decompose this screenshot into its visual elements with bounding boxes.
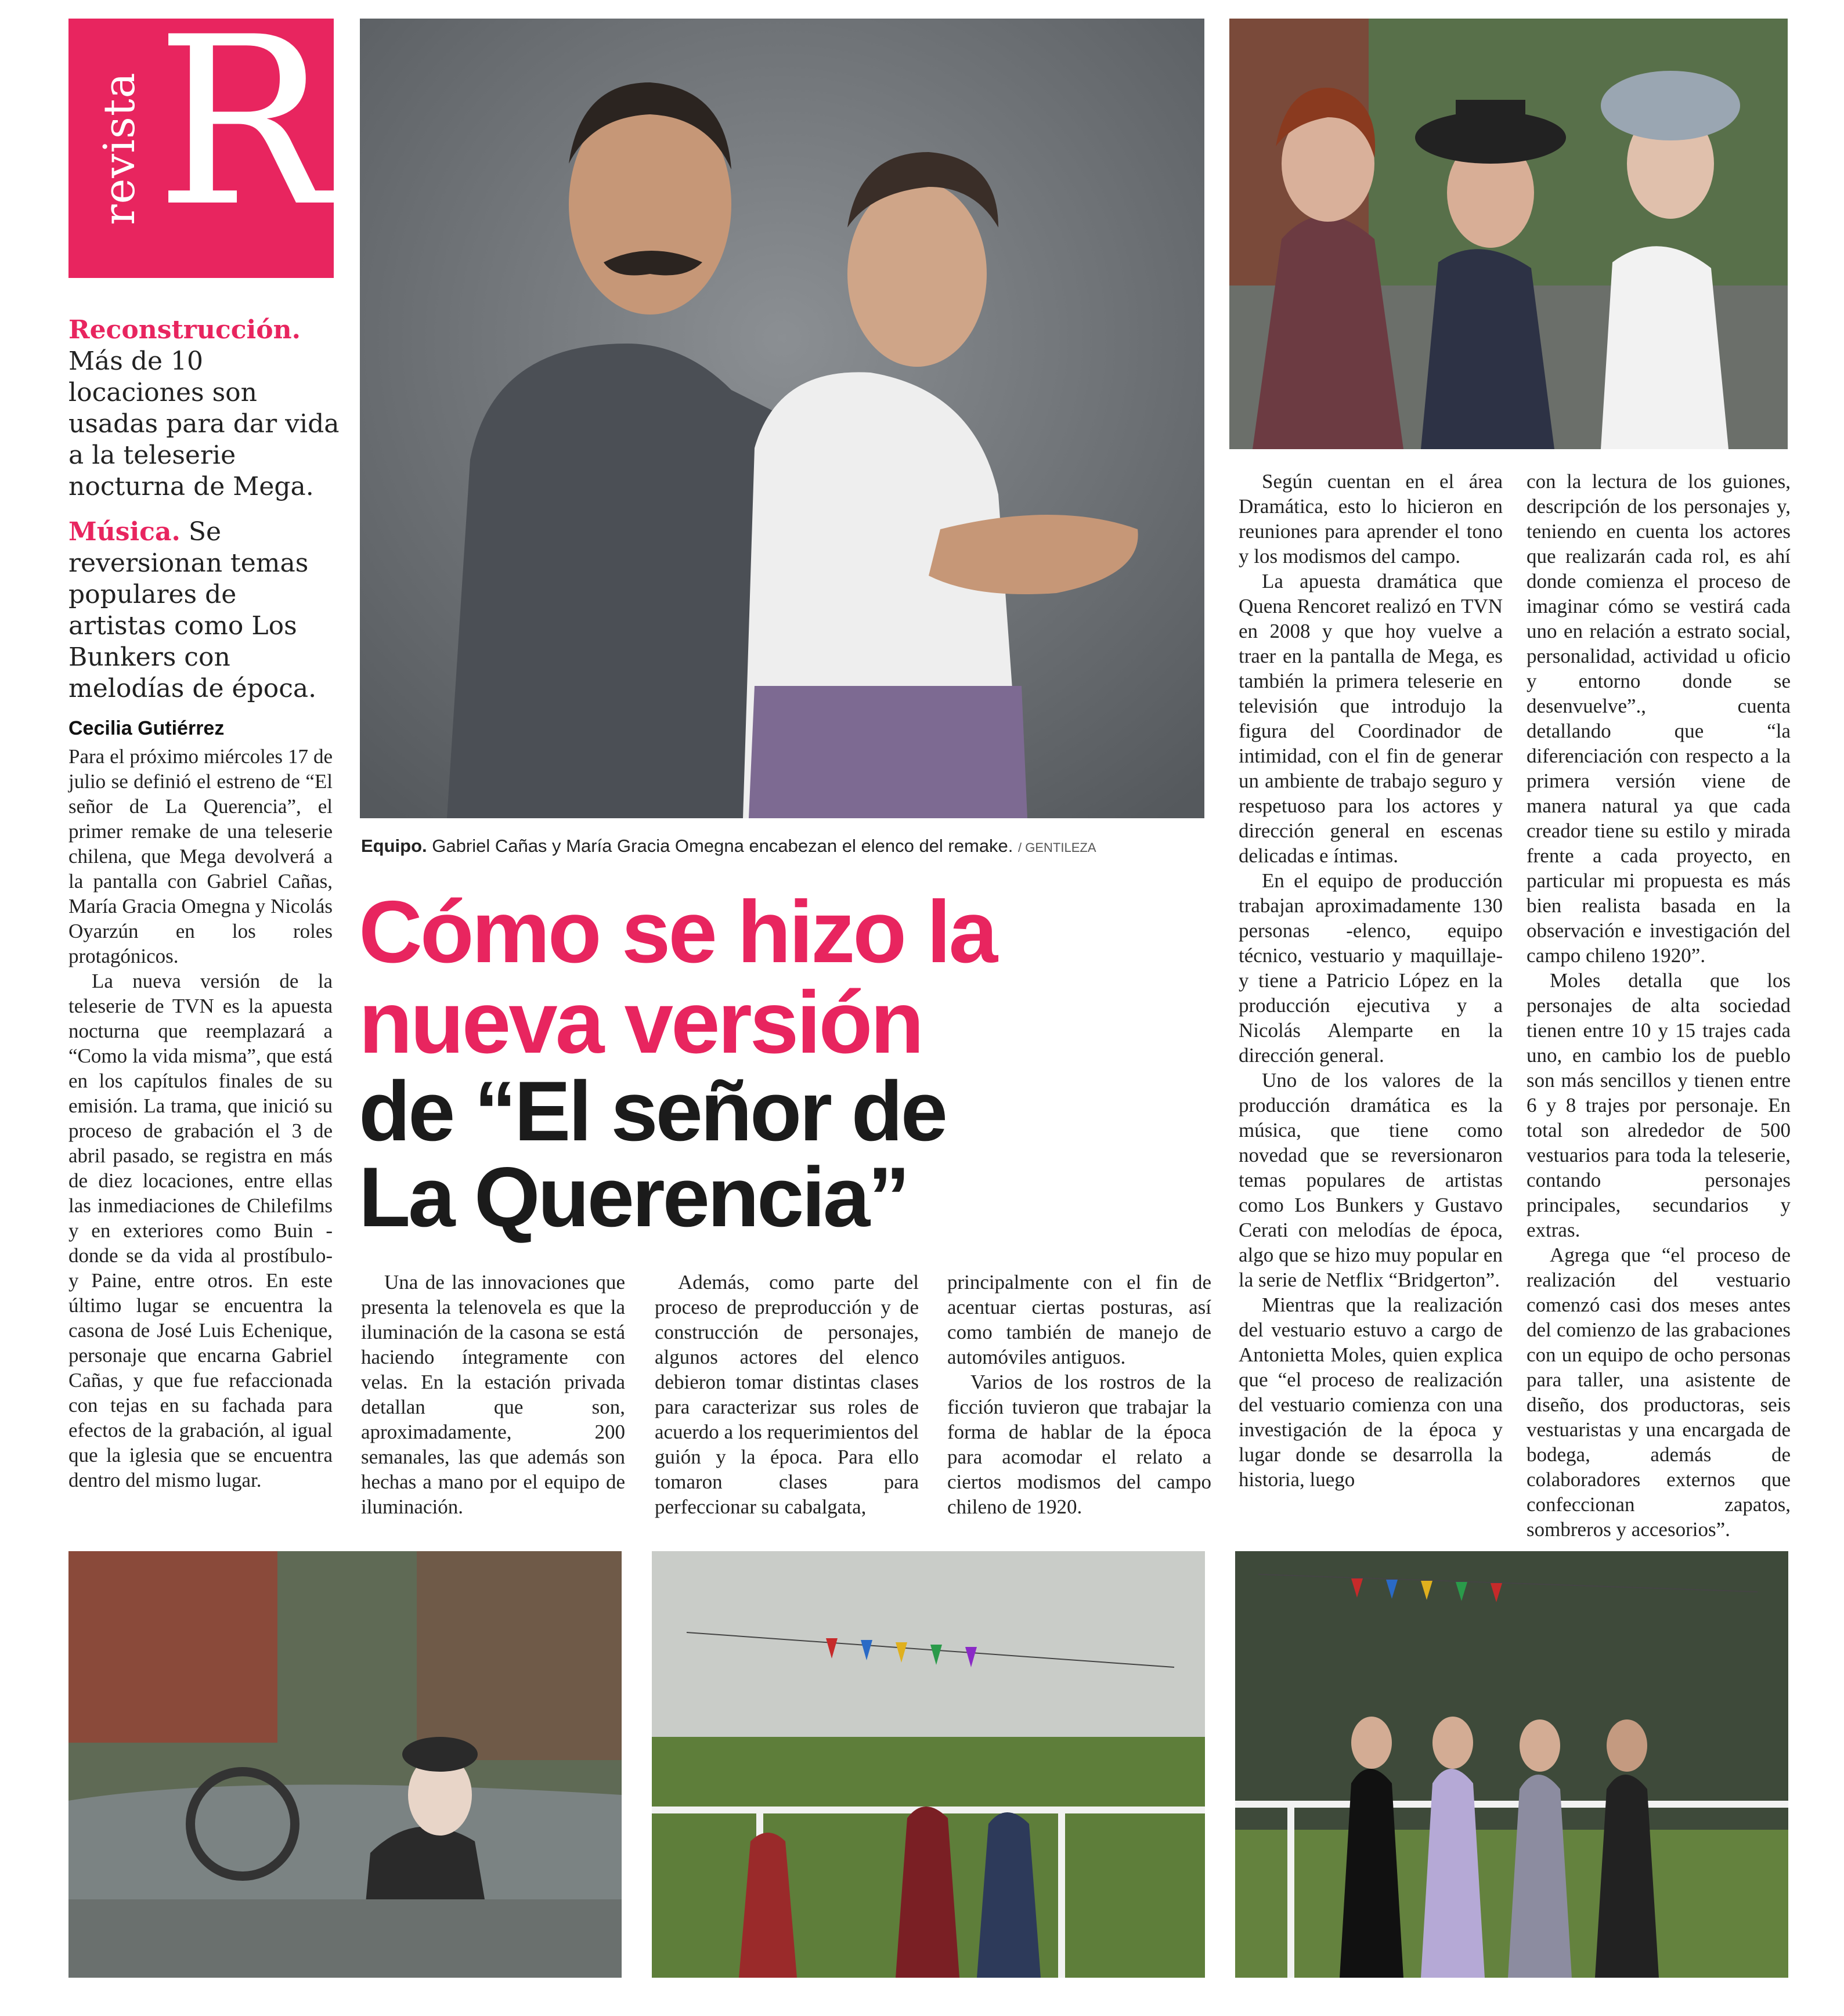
paragraph: La apuesta dramática que Quena Rencoret realizó en TVN en 2008 y que hoy vuelve a traer en la pantalla de Mega, es también la primera teleserie en televisión que introdujo la figura del Coordinador de intimidad, con el fin de generar un ambiente de trabajo seguro y respetuoso para los actores y dirección general en escenas delicadas e íntimas. xyxy=(1239,570,1503,867)
headline-line-2: nueva versión xyxy=(359,973,922,1072)
headline-line-4: La Querencia” xyxy=(359,1150,908,1244)
photo-crowd-fiesta xyxy=(1235,1551,1788,1978)
body-column-2 xyxy=(361,1270,625,1519)
caption-credit: / GENTILEZA xyxy=(1018,840,1096,855)
paragraph: Moles detalla que los personajes de alta sociedad tienen entre 10 y 15 trajes cada uno, en cambio los de pueblo son más sencillos y tienen entre 6 y 8 trajes por personaje. En total son alrededor de 500 vestuarios para toda la teleserie, contando personajes principales, secundarios y extras. xyxy=(1527,969,1791,1241)
teaser-text: Se reversionan temas populares de artistas como Los Bunkers con melodías de época. xyxy=(68,517,317,703)
photo-woman-vintage-car xyxy=(68,1551,622,1978)
headline-line-1: Cómo se hizo la xyxy=(359,883,996,981)
author-byline: Cecilia Gutiérrez xyxy=(68,717,225,739)
paragraph: La nueva versión de la teleserie de TVN es la apuesta nocturna que reemplazará a “Como la vida misma”, que está en los capítulos finales de su emisión. La trama, que inició su proceso de grabación el 3 de abril pasado, se registra en más de diez locaciones, entre ellas las inmediaciones de Chilefilms y en exteriores como Buin -donde se da vida al prostíbulo- y Paine, entre otros. En este último lugar se encuentra la casona de José Luis Echenique, personaje que encarna Gabriel Cañas, y que fue refaccionada con tejas en su fachada para efectos de la grabación, al igual que la iglesia que se encuentra dentro del mismo lugar. xyxy=(68,970,333,1491)
paragraph: Además, como parte del proceso de preproducción y de construcción de personajes, algunos actores del elenco debieron tomar distintas clases para caracterizar sus roles de acuerdo a los requerimientos del guión y la época. Para ello tomaron clases para perfeccionar su cabalgata, xyxy=(655,1271,919,1518)
logo-letter: R xyxy=(156,0,331,258)
paragraph: Mientras que la realización del vestuario estuvo a cargo de Antonietta Moles, quien explica que “el proceso de realización del vestuario comienza con una investigación de la época y lugar donde se desarrolla la historia, luego xyxy=(1239,1294,1503,1491)
paragraph: Varios de los rostros de la ficción tuvieron que trabajar la forma de hablar de la época para acomodar el relato a ciertos modismos del campo chileno de 1920. xyxy=(947,1371,1211,1518)
caption-text: Gabriel Cañas y María Gracia Omegna encabezan el elenco del remake. xyxy=(432,836,1013,856)
teaser-keyword: Música. xyxy=(68,517,181,547)
paragraph: En el equipo de producción trabajan aproximadamente 130 personas -elenco, equipo técnico, vestuario y maquillaje- y tiene a Patricio López en la producción ejecutiva y a Nicolás Alemparte en la dirección general. xyxy=(1239,869,1503,1067)
paragraph: Agrega que “el proceso de realización del vestuario comenzó casi dos meses antes del comienzo de las grabaciones con un equipo de ocho personas para taller, una asistente de diseño, dos productoras, seis vestuaristas y una encargada de bodega, además de colaboradores externos que confeccionan zapatos, sombreros y accesorios”. xyxy=(1527,1244,1791,1541)
caption-lead: Equipo. xyxy=(361,836,427,856)
main-photo-couple xyxy=(360,19,1204,818)
teaser-reconstruccion xyxy=(68,315,341,503)
body-column-6 xyxy=(1527,469,1791,1542)
paragraph: Una de las innovaciones que presenta la telenovela es que la iluminación de la casona se está haciendo íntegramente con velas. En la estación privada detallan que son, aproximadamente, 200 semanales, las que además son hechas a mano por el equipo de iluminación. xyxy=(361,1271,625,1518)
photo-caption xyxy=(361,836,1197,857)
teaser-musica xyxy=(68,516,341,704)
body-column-5 xyxy=(1239,469,1503,1492)
logo-vertical-text: revista xyxy=(95,71,145,225)
photo-huasos-field xyxy=(652,1551,1205,1978)
body-column-3 xyxy=(655,1270,919,1519)
paragraph: con la lectura de los guiones, descripción de los personajes y, teniendo en cuenta los actores que realizarán cada rol, es ahí donde comienza el proceso de imaginar cómo se vestirá cada uno en relación a estrato social, personalidad, actividad u oficio y entorno donde se desenvuelve”., cuenta detallando que “la diferenciación con respecto a la primera versión viene de manera natural ya que cada creador tiene su estilo y mirada frente a cada proyecto, en particular mi propuesta es más bien realista basada en la observación e investigación del campo chileno 1920”. xyxy=(1527,470,1791,967)
headline-line-3: de “El señor de xyxy=(359,1064,946,1158)
paragraph: Uno de los valores de la producción dramática es la música, que tiene como novedad que se reversionaron temas populares de artistas como Los Bunkers y Gustavo Cerati con melodías de época, algo que se hizo muy popular en la serie de Netflix “Bridgerton”. xyxy=(1239,1069,1503,1291)
paragraph: Según cuentan en el área Dramática, esto lo hicieron en reuniones para aprender el tono y los modismos del campo. xyxy=(1239,470,1503,568)
body-column-1 xyxy=(68,744,333,1493)
paragraph: Para el próximo miércoles 17 de julio se definió el estreno de “El señor de La Querencia”, el primer remake de una teleserie chilena, que Mega devolverá a la pantalla con Gabriel Cañas, María Gracia Omegna y Nicolás Oyarzún en los roles protagónicos. xyxy=(68,745,333,967)
paragraph: principalmente con el fin de acentuar ciertas posturas, así como también de manejo de automóviles antiguos. xyxy=(947,1271,1211,1368)
body-column-4 xyxy=(947,1270,1211,1519)
photo-three-women xyxy=(1229,19,1788,449)
teaser-keyword: Reconstrucción. xyxy=(68,315,301,345)
revista-r-logo xyxy=(68,0,334,278)
teaser-text: Más de 10 locaciones son usadas para dar vida a la teleserie nocturna de Mega. xyxy=(68,346,340,501)
